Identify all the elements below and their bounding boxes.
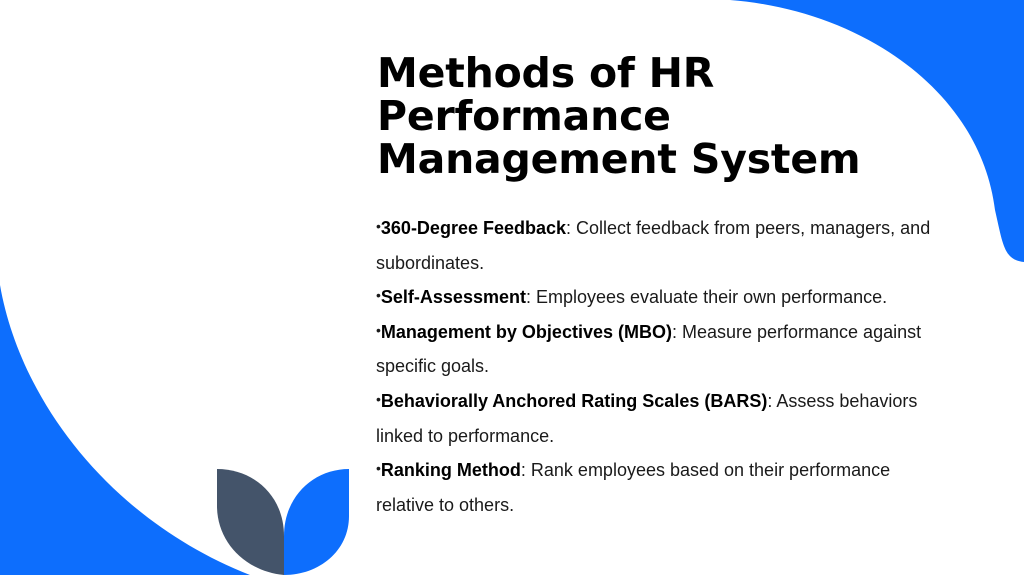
method-description: : Employees evaluate their own performance. [525,287,888,308]
bullet-marker: • [376,287,381,304]
list-item [376,453,941,522]
list-item [376,280,941,315]
bullet-marker: • [376,390,381,407]
bullet-marker: • [376,460,381,477]
method-description: : Measure performance against specific goals. [376,321,922,377]
method-term: Self-Assessment [380,287,526,308]
methods-list [376,211,941,522]
method-description: : Collect feedback from peers, managers, and subordinates. [376,218,931,273]
left-leaf-shape [217,469,284,575]
slide-title [377,49,977,183]
list-item [376,384,941,453]
title-line-1: Methods of HR [377,49,715,97]
bottom-left-blue-shape [0,285,250,575]
method-description: : Assess behaviors linked to performance. [376,390,918,446]
method-term: Ranking Method [380,460,521,481]
method-term: Behaviorally Anchored Rating Scales (BARS) [380,390,768,411]
title-line-2: Performance [377,92,671,140]
list-item [376,315,941,384]
right-leaf-shape [284,469,349,575]
list-item [376,211,941,280]
method-description: : Rank employees based on their performance relative to others. [376,460,891,515]
bullet-marker: • [376,321,381,338]
leaf-sprout-icon [214,466,354,575]
title-line-3: Management System [377,135,861,183]
bullet-marker: • [376,218,381,234]
method-term: Management by Objectives (MBO) [380,321,672,342]
method-term: 360-Degree Feedback [380,218,567,238]
